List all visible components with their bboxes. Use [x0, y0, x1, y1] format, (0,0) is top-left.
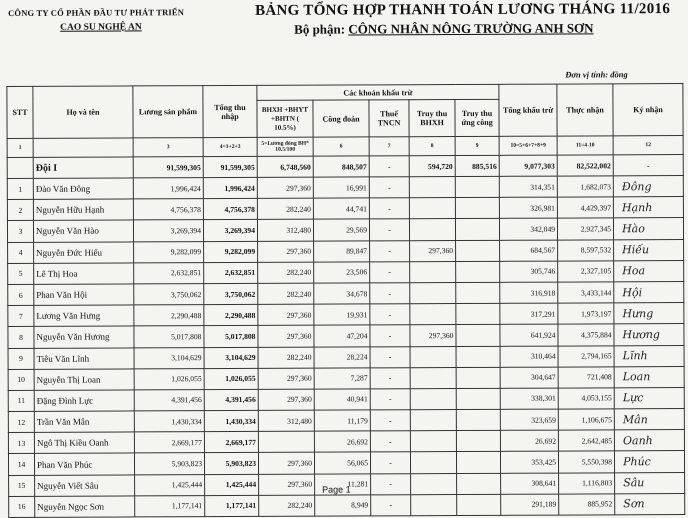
index-cell: 4=1+2+3 — [203, 137, 257, 156]
cell-union: 29,569 — [313, 219, 369, 240]
table-row — [8, 303, 684, 327]
cell-rbhxh: 297,360 — [410, 325, 456, 346]
index-cell: 1 — [7, 138, 33, 157]
cell-net: 1,116,803 — [559, 472, 615, 493]
cell-radv — [457, 473, 501, 494]
cell-rbhxh — [410, 431, 456, 452]
cell-total: 1,430,334 — [204, 410, 258, 431]
cell-total: 3,750,062 — [204, 283, 258, 304]
signature-cell: Sơn — [615, 493, 685, 514]
table-row — [8, 260, 684, 284]
cell-tded: 26,692 — [500, 430, 558, 451]
cell-salary: 1,026,055 — [134, 368, 204, 389]
cell-union: 56,065 — [314, 452, 370, 473]
cell-salary: 3,269,394 — [133, 220, 203, 241]
cell-rbhxh — [410, 346, 456, 367]
cell-net: 885,952 — [559, 494, 615, 515]
cell-tded: 323,659 — [500, 409, 558, 430]
col-bhxh: BHXH +BHYT +BHTN ( 10.5%) — [257, 100, 313, 137]
cell-rbhxh — [410, 367, 456, 388]
group-recover-advance: 885,516 — [455, 155, 499, 176]
signature-cell: Lĩnh — [614, 345, 684, 366]
cell-radv — [457, 494, 501, 515]
group-sign: - — [613, 155, 683, 176]
col-tax: Thuế TNCN — [369, 100, 409, 137]
cell-radv — [456, 431, 500, 452]
cell-radv — [456, 388, 500, 409]
col-stt: STT — [7, 86, 33, 138]
col-total-deduct: Tổng khấu trừ — [499, 84, 557, 136]
table-row — [8, 324, 684, 348]
cell-union: 47,204 — [314, 325, 370, 346]
col-total-income: Tổng thu nhập — [203, 85, 257, 137]
cell-salary: 3,104,629 — [134, 347, 204, 368]
cell-stt: 7 — [8, 305, 34, 326]
col-salary: Lương sản phẩm — [133, 86, 203, 138]
cell-bhxh: 282,240 — [259, 495, 315, 516]
cell-tded: 291,189 — [501, 494, 559, 515]
cell-stt: 11 — [8, 390, 34, 411]
signature-cell: Loan — [614, 366, 684, 387]
table-row — [7, 218, 683, 242]
cell-salary: 1,177,141 — [135, 495, 205, 516]
cell-rbhxh — [409, 198, 455, 219]
cell-rbhxh — [410, 452, 456, 473]
cell-name: Nguyễn Hữu Hạnh — [33, 199, 133, 221]
cell-stt: 1 — [7, 178, 33, 199]
col-sign: Ký nhận — [613, 84, 683, 136]
cell-bhxh: 282,240 — [257, 198, 313, 219]
page-number: Page 1 — [322, 484, 351, 495]
cell-bhxh: 297,360 — [257, 177, 313, 198]
table-row — [8, 387, 684, 411]
table-row — [7, 197, 683, 221]
company-name-line2: CAO SU NGHỆ AN — [60, 22, 142, 33]
cell-tax: - — [370, 410, 410, 431]
group-recover-bhxh: 594,720 — [409, 156, 455, 177]
cell-net: 2,327,105 — [558, 261, 614, 282]
signature-cell: Mân — [614, 409, 684, 430]
cell-bhxh: 297,360 — [259, 474, 315, 495]
cell-net: 3,433,144 — [558, 282, 614, 303]
cell-salary: 2,290,488 — [134, 305, 204, 326]
cell-bhxh: 297,360 — [258, 389, 314, 410]
cell-rbhxh — [410, 388, 456, 409]
cell-salary: 9,282,099 — [134, 241, 204, 262]
cell-radv — [456, 367, 500, 388]
signature-cell: Hương — [614, 324, 684, 345]
cell-total: 3,269,394 — [203, 220, 257, 241]
cell-net: 8,597,532 — [558, 239, 614, 260]
cell-tded: 326,981 — [499, 197, 557, 218]
cell-radv — [455, 176, 499, 197]
cell-tax: - — [370, 431, 410, 452]
table-row — [9, 493, 685, 517]
cell-rbhxh — [409, 219, 455, 240]
cell-net: 4,375,884 — [558, 324, 614, 345]
cell-rbhxh — [409, 177, 455, 198]
cell-net: 1,106,675 — [558, 409, 614, 430]
cell-radv — [456, 452, 500, 473]
cell-total: 1,996,424 — [203, 177, 257, 198]
cell-name: Nguyễn Văn Hương — [34, 326, 134, 348]
cell-net: 1,682,073 — [557, 176, 613, 197]
cell-tded: 317,291 — [500, 303, 558, 324]
document-title: BẢNG TỔNG HỢP THANH TOÁN LƯƠNG THÁNG 11/2016 — [255, 1, 671, 19]
cell-stt: 9 — [8, 348, 34, 369]
cell-total: 2,290,488 — [204, 305, 258, 326]
signature-cell: Oanh — [614, 430, 684, 451]
cell-tax: - — [370, 367, 410, 388]
cell-tded: 641,924 — [500, 324, 558, 345]
cell-rbhxh — [411, 473, 457, 494]
cell-salary: 5,903,823 — [134, 453, 204, 474]
cell-union: 16,991 — [313, 177, 369, 198]
payroll-table — [6, 83, 685, 518]
cell-bhxh: 297,360 — [258, 304, 314, 325]
cell-salary: 1,430,334 — [134, 411, 204, 432]
cell-tded: 314,351 — [499, 176, 557, 197]
cell-tded: 353,425 — [501, 452, 559, 473]
cell-union: 19,931 — [314, 304, 370, 325]
cell-radv — [456, 240, 500, 261]
index-cell: 3 — [133, 138, 203, 157]
group-bhxh: 6,748,560 — [257, 156, 313, 177]
cell-bhxh: 297,360 — [258, 368, 314, 389]
cell-net: 4,053,155 — [558, 388, 614, 409]
cell-name: Đặng Đình Lực — [34, 390, 134, 412]
group-net: 82,522,002 — [557, 155, 613, 176]
signature-cell: Phúc — [615, 451, 685, 472]
col-recover-bhxh: Truy thu BHXH — [409, 100, 455, 137]
cell-radv — [456, 282, 500, 303]
cell-net: 2,927,345 — [558, 218, 614, 239]
col-recover-advance: Truy thu ứng công — [455, 99, 499, 136]
signature-cell: Đông — [613, 176, 683, 197]
cell-union: 7,287 — [314, 368, 370, 389]
cell-total: 9,282,099 — [204, 241, 258, 262]
table-row — [8, 281, 684, 305]
cell-total: 3,104,629 — [204, 347, 258, 368]
cell-total: 1,177,141 — [205, 495, 259, 516]
cell-union: 89,847 — [314, 240, 370, 261]
cell-stt: 13 — [8, 433, 34, 454]
table-row — [8, 345, 684, 369]
cell-tax: - — [370, 389, 410, 410]
cell-name: Ngô Thị Kiều Oanh — [34, 432, 134, 454]
signature-cell: Hoa — [614, 260, 684, 281]
group-tax: - — [369, 156, 409, 177]
cell-radv — [456, 325, 500, 346]
index-cell: 10=5+6+7+8+9 — [499, 136, 557, 155]
group-stt — [7, 157, 33, 178]
col-union: Công đoàn — [313, 100, 369, 137]
cell-salary: 1,425,444 — [135, 474, 205, 495]
signature-cell: Sâu — [615, 472, 685, 493]
department — [294, 20, 593, 37]
cell-total: 4,756,378 — [203, 199, 257, 220]
signature-cell: Hiếu — [614, 239, 684, 260]
cell-bhxh: 282,240 — [258, 262, 314, 283]
cell-stt: 16 — [9, 496, 35, 517]
cell-radv — [456, 261, 500, 282]
cell-rbhxh — [410, 282, 456, 303]
cell-rbhxh — [410, 304, 456, 325]
cell-tded: 308,641 — [501, 473, 559, 494]
cell-salary: 3,750,062 — [134, 284, 204, 305]
cell-bhxh: 297,360 — [258, 325, 314, 346]
cell-bhxh: 282,240 — [258, 347, 314, 368]
signature-cell: Hưng — [614, 303, 684, 324]
cell-total: 5,017,808 — [204, 326, 258, 347]
cell-tax: - — [369, 177, 409, 198]
cell-name: Nguyễn Thị Loan — [34, 369, 134, 391]
cell-stt: 3 — [7, 221, 33, 242]
cell-tax: - — [370, 261, 410, 282]
col-deductions: Các khoản khấu trừ — [257, 84, 499, 100]
cell-radv — [456, 346, 500, 367]
cell-tded: 310,464 — [500, 346, 558, 367]
cell-tax: - — [371, 473, 411, 494]
signature-cell: Hạnh — [613, 197, 683, 218]
index-cell: 5=Lương đóng BH* 10.5/100 — [257, 137, 313, 156]
cell-rbhxh — [410, 261, 456, 282]
group-total-deduct: 9,077,303 — [499, 155, 557, 176]
table-row — [7, 176, 683, 200]
index-cell — [33, 138, 133, 157]
cell-tax: - — [369, 219, 409, 240]
cell-name: Đào Văn Đông — [33, 178, 133, 200]
cell-radv — [456, 409, 500, 430]
cell-radv — [456, 303, 500, 324]
cell-tax: - — [370, 240, 410, 261]
cell-name: Nguyễn Ngọc Sơn — [35, 496, 135, 518]
table-row — [8, 409, 684, 433]
cell-total: 2,669,177 — [204, 432, 258, 453]
cell-tax: - — [370, 346, 410, 367]
cell-stt: 15 — [9, 475, 35, 496]
cell-bhxh: 297,360 — [258, 453, 314, 474]
cell-radv — [455, 219, 499, 240]
cell-tax: - — [370, 452, 410, 473]
cell-union: 11,179 — [314, 410, 370, 431]
signature-cell: Hội — [614, 281, 684, 302]
cell-tax: - — [371, 495, 411, 516]
cell-tded: 316,918 — [500, 282, 558, 303]
cell-radv — [455, 198, 499, 219]
cell-net: 4,429,397 — [557, 197, 613, 218]
cell-name: Nguyễn Văn Hào — [33, 220, 133, 242]
cell-tax: - — [370, 325, 410, 346]
department-label: Bộ phận: — [294, 21, 346, 37]
cell-total: 1,026,055 — [204, 368, 258, 389]
index-cell: 8 — [409, 137, 455, 156]
index-cell: 12 — [613, 136, 683, 155]
cell-bhxh: 282,240 — [258, 283, 314, 304]
cell-union: 40,941 — [314, 389, 370, 410]
index-cell: 11=4-10 — [557, 136, 613, 155]
table-row — [8, 366, 684, 390]
cell-total: 2,632,851 — [204, 262, 258, 283]
cell-net: 2,794,165 — [558, 345, 614, 366]
cell-stt: 6 — [8, 284, 34, 305]
cell-union: 26,692 — [314, 431, 370, 452]
cell-total: 4,391,456 — [204, 389, 258, 410]
cell-bhxh — [258, 431, 314, 452]
department-name: CÔNG NHÂN NÔNG TRƯỜNG ANH SƠN — [348, 20, 594, 37]
cell-tax: - — [369, 198, 409, 219]
signature-cell: Hào — [614, 218, 684, 239]
index-cell: 7 — [369, 137, 409, 156]
table-row — [8, 239, 684, 263]
cell-tded: 684,567 — [500, 240, 558, 261]
group-row — [7, 155, 683, 179]
cell-net: 721,408 — [558, 367, 614, 388]
cell-salary: 5,017,808 — [134, 326, 204, 347]
cell-net: 5,550,398 — [559, 451, 615, 472]
cell-name: Phan Văn Phúc — [34, 453, 134, 475]
cell-tax: - — [370, 283, 410, 304]
cell-name: Tiêu Văn Lĩnh — [34, 347, 134, 369]
cell-name: Phan Văn Hội — [34, 284, 134, 306]
cell-bhxh: 312,480 — [258, 410, 314, 431]
cell-tded: 342,049 — [500, 218, 558, 239]
cell-rbhxh — [410, 410, 456, 431]
table-row — [8, 451, 684, 475]
cell-salary: 4,391,456 — [134, 389, 204, 410]
index-cell: 6 — [313, 137, 369, 156]
col-net: Thực nhận — [557, 84, 613, 136]
cell-union: 44,741 — [313, 198, 369, 219]
cell-salary: 2,669,177 — [134, 432, 204, 453]
group-salary: 91,599,305 — [133, 157, 203, 178]
cell-union: 34,678 — [314, 283, 370, 304]
cell-name: Trần Văn Mân — [34, 411, 134, 433]
cell-net: 2,642,485 — [558, 430, 614, 451]
cell-stt: 14 — [8, 454, 34, 475]
cell-rbhxh — [411, 494, 457, 515]
cell-stt: 4 — [8, 242, 34, 263]
group-name: Đội I — [33, 157, 133, 178]
col-name: Họ và tên — [33, 86, 133, 138]
cell-stt: 10 — [8, 369, 34, 390]
cell-tax: - — [370, 304, 410, 325]
cell-tded: 304,647 — [500, 367, 558, 388]
cell-union: 8,949 — [315, 495, 371, 516]
cell-bhxh: 297,360 — [258, 241, 314, 262]
signature-cell: Lực — [614, 387, 684, 408]
currency-unit: Đơn vị tính: đồng — [565, 69, 628, 80]
cell-name: Lương Văn Hưng — [34, 305, 134, 327]
group-union: 848,507 — [313, 156, 369, 177]
cell-net: 1,973,197 — [558, 303, 614, 324]
group-total-income: 91,599,305 — [203, 156, 257, 177]
cell-total: 5,903,823 — [204, 453, 258, 474]
cell-tded: 338,301 — [500, 388, 558, 409]
cell-union: 11,281 — [315, 474, 371, 495]
cell-union: 28,224 — [314, 346, 370, 367]
table-row — [8, 430, 684, 454]
cell-name: Lê Thị Hoa — [34, 263, 134, 285]
cell-union: 23,506 — [314, 262, 370, 283]
cell-name: Nguyễn Đức Hiếu — [34, 241, 134, 263]
cell-bhxh: 312,480 — [257, 220, 313, 241]
company-name-line1: CÔNG TY CỔ PHẦN ĐẦU TƯ PHÁT TRIỂN — [8, 7, 185, 18]
cell-stt: 8 — [8, 327, 34, 348]
cell-stt: 5 — [8, 263, 34, 284]
cell-rbhxh: 297,360 — [410, 240, 456, 261]
cell-name: Nguyễn Viết Sâu — [35, 475, 135, 497]
cell-total: 1,425,444 — [205, 474, 259, 495]
cell-salary: 2,632,851 — [134, 262, 204, 283]
cell-stt: 2 — [7, 200, 33, 221]
index-cell: 9 — [455, 136, 499, 155]
cell-salary: 4,756,378 — [133, 199, 203, 220]
cell-salary: 1,996,424 — [133, 178, 203, 199]
cell-tded: 305,746 — [500, 261, 558, 282]
cell-stt: 12 — [8, 411, 34, 432]
